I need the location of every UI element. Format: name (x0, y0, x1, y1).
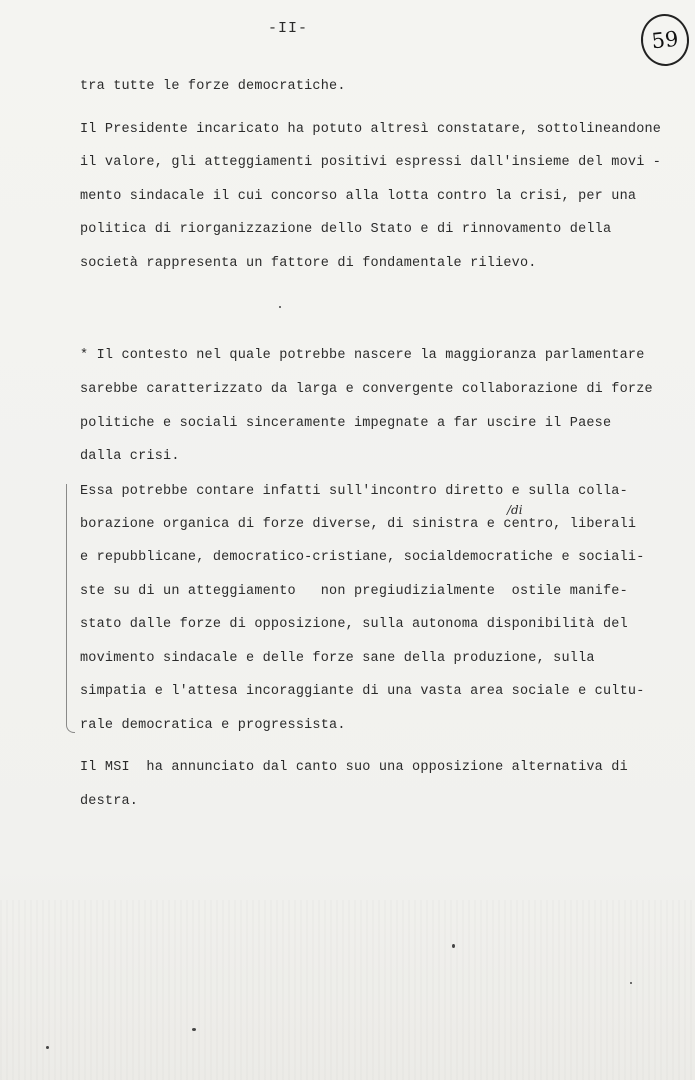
scan-speck (192, 1028, 196, 1031)
text-line: il valore, gli atteggiamenti positivi espressi dall'insieme del movi - (80, 155, 662, 170)
text-line: politiche e sociali sinceramente impegnate a far uscire il Paese (80, 416, 612, 431)
text-line: Il Presidente incaricato ha potuto altresì constatare, sottolineandone (80, 122, 662, 137)
text-line: destra. (80, 794, 139, 809)
text-line: politica di riorganizzazione dello Stato e di rinnovamento della (80, 222, 612, 237)
text-line: Il MSI ha annunciato dal canto suo una opposizione alternativa di (80, 760, 628, 775)
handwritten-insert: /di (507, 503, 523, 517)
text-line: stato dalle forze di opposizione, sulla autonoma disponibilità del (80, 617, 628, 632)
text-line: società rappresenta un fattore di fondamentale rilievo. (80, 256, 537, 271)
text-line: ste su di un atteggiamento non pregiudizialmente ostile manife- (80, 584, 628, 599)
text-line: * Il contesto nel quale potrebbe nascere la maggioranza parlamentare (80, 348, 645, 363)
page-number-stamp (638, 12, 691, 69)
scan-noise (0, 900, 695, 1080)
scan-speck (46, 1046, 49, 1049)
text-line: e repubblicane, democratico-cristiane, socialdemocratiche e sociali- (80, 550, 645, 565)
margin-mark (66, 484, 69, 720)
scan-speck (452, 944, 455, 948)
text-line: sarebbe caratterizzato da larga e convergente collaborazione di forze (80, 382, 653, 397)
text-line: mento sindacale il cui concorso alla lotta contro la crisi, per una (80, 189, 637, 204)
text-line: borazione organica di forze diverse, di sinistra e centro, liberali (80, 517, 637, 532)
text-line: rale democratica e progressista. (80, 718, 346, 733)
scan-speck (630, 982, 632, 984)
text-line: tra tutte le forze democratiche. (80, 79, 346, 94)
text-line: movimento sindacale e delle forze sane della produzione, sulla (80, 651, 595, 666)
page-folio: -II- (268, 20, 309, 37)
text-line: dalla crisi. (80, 449, 180, 464)
text-line: simpatia e l'attesa incoraggiante di una vasta area sociale e cultu- (80, 684, 645, 699)
text-line: Essa potrebbe contare infatti sull'incontro diretto e sulla colla- (80, 484, 628, 499)
margin-mark-end (66, 718, 75, 733)
stamp-number: 59 (650, 26, 680, 54)
scan-speck (279, 306, 281, 308)
